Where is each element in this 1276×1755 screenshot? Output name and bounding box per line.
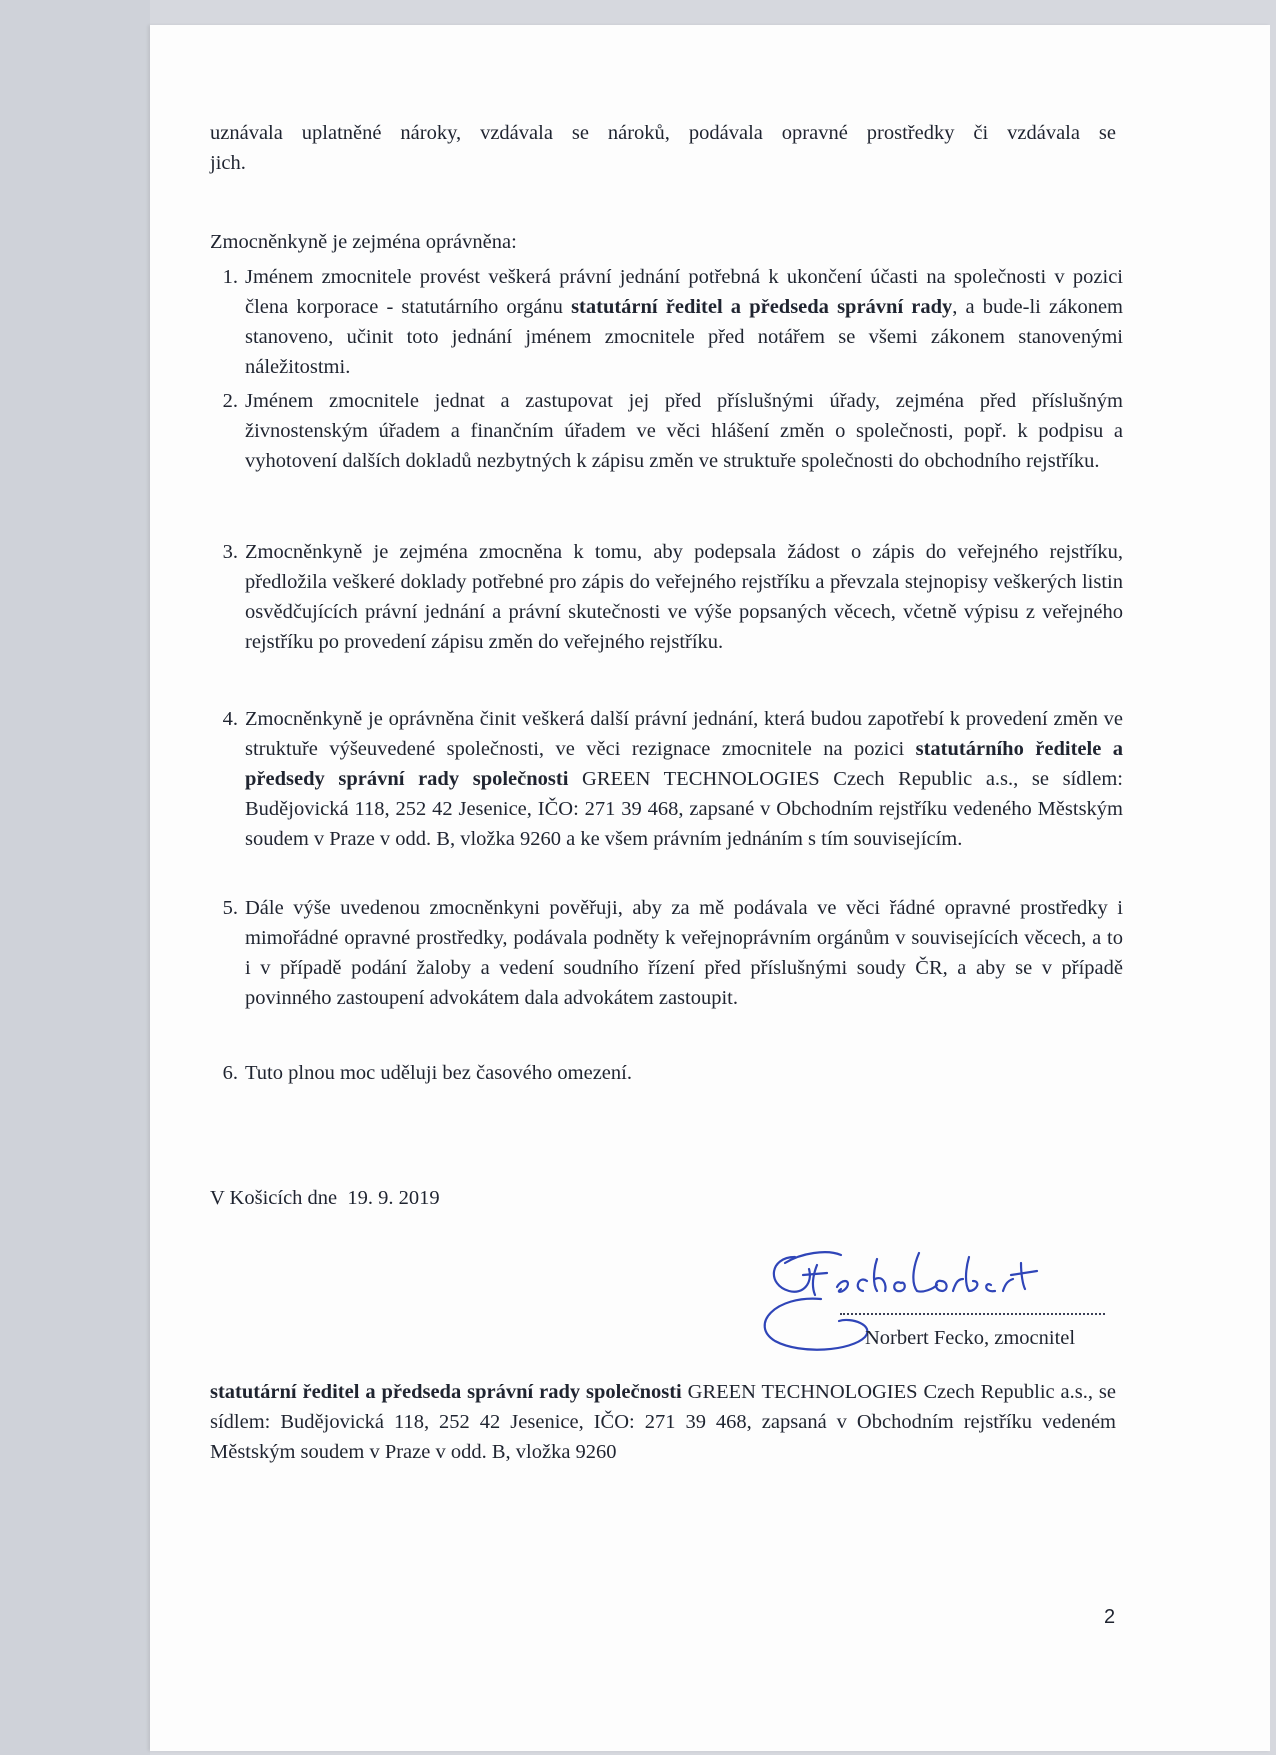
item-text: Tuto plnou moc uděluji bez časového omezení. bbox=[245, 1062, 632, 1084]
signature-line bbox=[840, 1313, 1105, 1315]
item-text: , a bude-li zákonem stanoveno, učinit toto jednání jménem zmocnitele před notářem se všemi zákonem stanovenými náležitostmi. bbox=[245, 296, 1123, 378]
footer-text: GREEN TECHNOLOGIES Czech Republic a.s., se sídlem: Budějovická 118, 252 42 Jesenice, IČO: 271 39 468, zapsaná v Obchodním rejstříku vedeném Městským soudem v Praze v odd. B, vložka 9260 bbox=[210, 1381, 1116, 1463]
scan-background-strip bbox=[0, 0, 150, 1755]
list-number: 2. bbox=[222, 390, 238, 412]
continuation-paragraph bbox=[210, 118, 1116, 178]
continuation-line-2: jich. bbox=[210, 152, 246, 174]
place-prefix: V Košicích dne bbox=[210, 1187, 338, 1209]
list-number: 4. bbox=[222, 708, 238, 730]
continuation-line-1: uznávala uplatněné nároky, vzdávala se nároků, podávala opravné prostředky či vzdávala se bbox=[210, 122, 1116, 144]
intro-line: Zmocněnkyně je zejména oprávněna: bbox=[210, 231, 517, 253]
list-item-6 bbox=[222, 1058, 1123, 1088]
list-number: 5. bbox=[222, 897, 238, 919]
item-text: GREEN TECHNOLOGIES Czech Republic a.s., se sídlem: Budějovická 118, 252 42 Jesenice, IČO: 271 39 468, zapsané v Obchodním rejstříku vedeného Městským soudem v Praze v odd. B, vložka 9260 a ke všem právním jednáním s tím souvisejícím. bbox=[245, 768, 1123, 850]
list-item-2 bbox=[222, 386, 1123, 476]
company-footer bbox=[210, 1377, 1116, 1467]
item-text: Jménem zmocnitele jednat a zastupovat jej před příslušnými úřady, zejména před příslušným živnostenským úřadem a finančním úřadem ve věci hlášení změn o společnosti, popř. k podpisu a vyhotovení dalších dokladů nezbytných k zápisu změn ve struktuře společnosti do obchodního rejstříku. bbox=[245, 390, 1123, 472]
page-number: 2 bbox=[1104, 1606, 1116, 1628]
signing-date: 19. 9. 2019 bbox=[347, 1187, 440, 1209]
item-bold-text: statutární ředitel a předseda správní rady bbox=[571, 296, 953, 318]
item-text: Jménem zmocnitele provést veškerá právní jednání potřebná k ukončení účasti na společnosti v pozici člena korporace - statutárního orgánu bbox=[245, 266, 1123, 318]
item-text: Zmocněnkyně je oprávněna činit veškerá další právní jednání, která budou zapotřebí k provedení změn ve struktuře výšeuvedené společnosti, ve věci rezignace zmocnitele na pozici bbox=[245, 708, 1123, 760]
footer-bold-text: statutární ředitel a předseda správní rady společnosti bbox=[210, 1381, 682, 1403]
list-number: 3. bbox=[222, 541, 238, 563]
list-item-3 bbox=[222, 537, 1123, 657]
place-date bbox=[210, 1183, 440, 1213]
item-text: Dále výše uvedenou zmocněnkyni pověřuji, aby za mě podávala ve věci řádné opravné prostředky i mimořádné opravné prostředky, podávala podněty k veřejnoprávním orgánům v souvisejících věcech, a to i v případě podání žaloby a vedení soudního řízení před příslušnými soudy ČR, a aby se v případě povinného zastoupení advokátem dala advokátem zastoupit. bbox=[245, 897, 1123, 1009]
signatory-name: Norbert Fecko, zmocnitel bbox=[865, 1327, 1076, 1349]
list-item-4 bbox=[222, 704, 1123, 854]
list-number: 1. bbox=[222, 266, 238, 288]
item-bold-text: statutárního ředitele a předsedy správní rady společnosti bbox=[245, 738, 1123, 790]
list-item-1 bbox=[222, 262, 1123, 382]
list-number: 6. bbox=[222, 1062, 238, 1084]
list-item-5 bbox=[222, 893, 1123, 1013]
item-text: Zmocněnkyně je zejména zmocněna k tomu, aby podepsala žádost o zápis do veřejného rejstříku, předložila veškeré doklady potřebné pro zápis do veřejného rejstříku a převzala stejnopisy veškerých listin osvědčujících právní jednání a právní skutečnosti ve výše popsaných věcech, včetně výpisu z veřejného rejstříku po provedení zápisu změn do veřejného rejstříku. bbox=[245, 541, 1123, 653]
